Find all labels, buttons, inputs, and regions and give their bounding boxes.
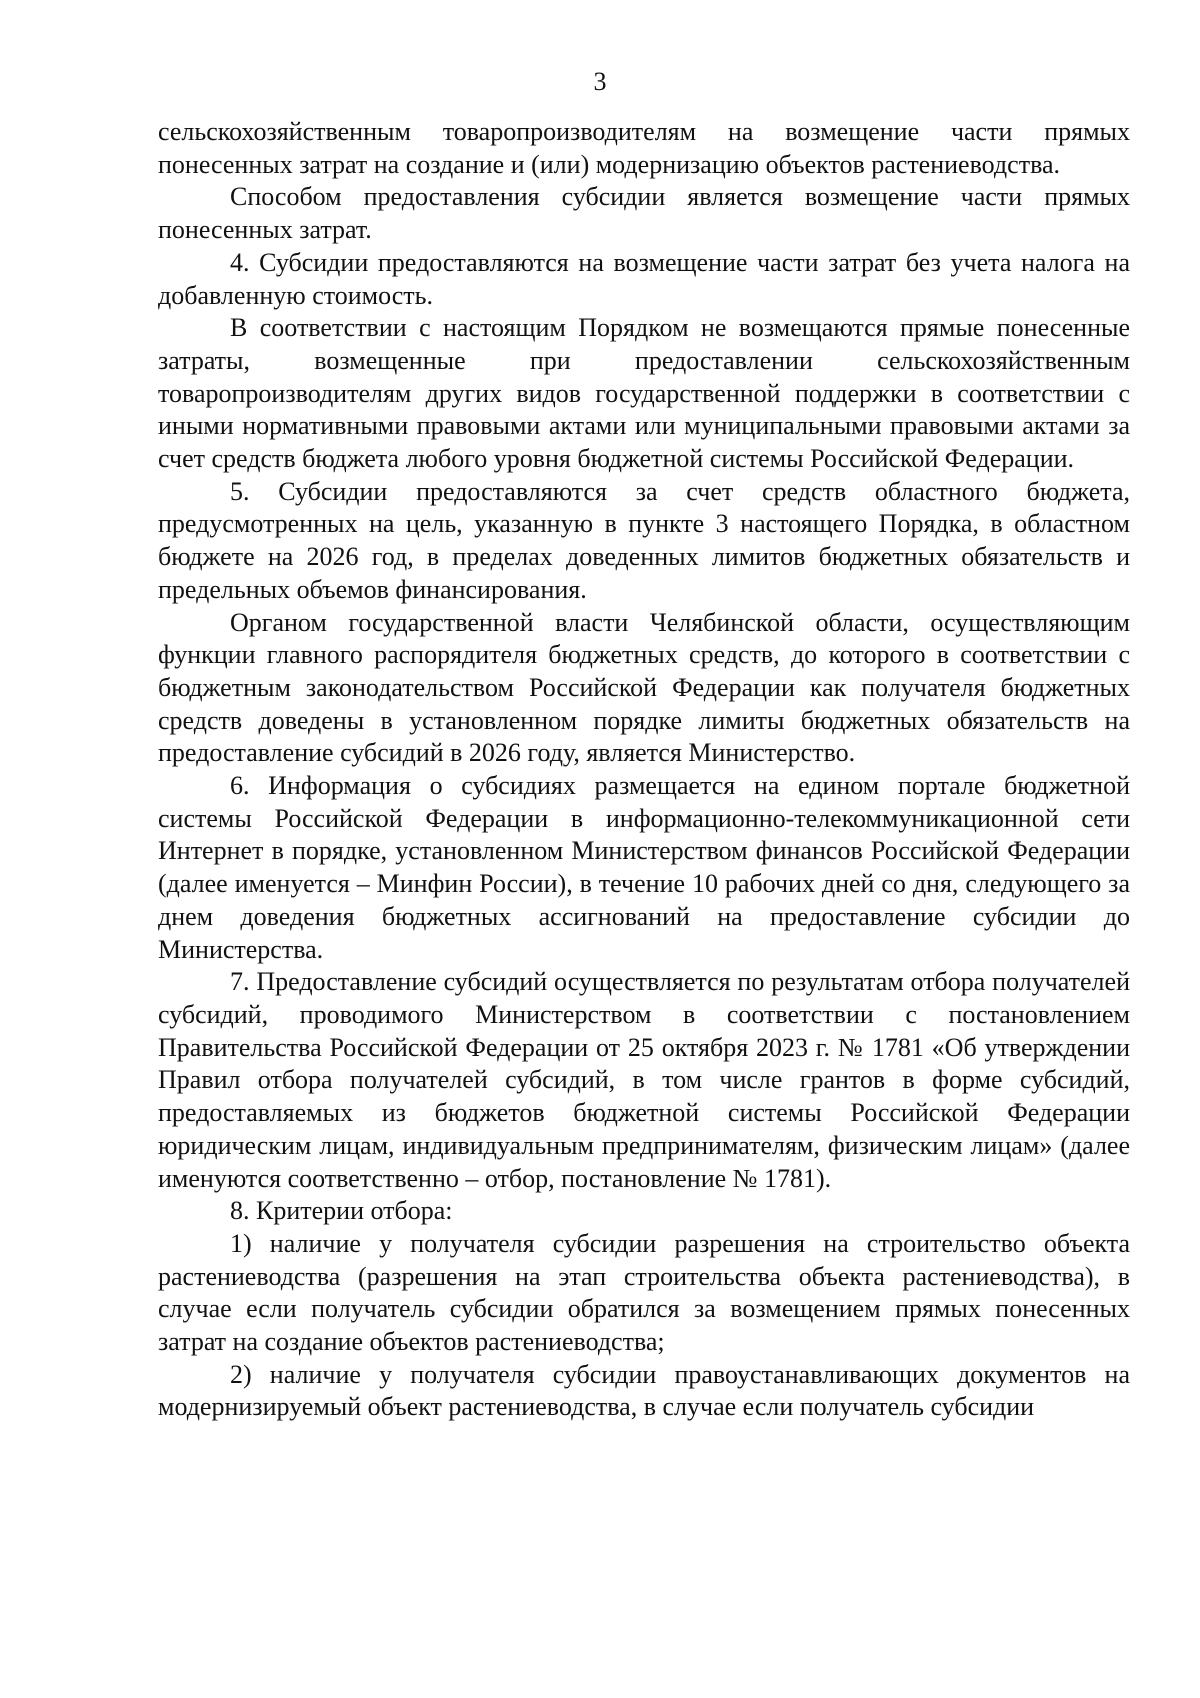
paragraph-continuation: сельскохозяйственным товаропроизводителям на возмещение части прямых понесенных затрат на создание и (или) модернизацию объектов растениеводства. <box>158 117 1130 179</box>
paragraph-criterion-2: 2) наличие у получателя субсидии правоустанавливающих документов на модернизируемый объект растениеводства, в случае если получатель субсидии <box>158 1359 1130 1422</box>
paragraph-item-8: 8. Критерии отбора: <box>230 1196 453 1226</box>
paragraph-item-6: 6. Информация о субсидиях размещается на едином портале бюджетной системы Российской Федерации в информационно-телекоммуникационной сети Интернет в порядке, установленном Министерством финансов Российской Федерации (далее именуется – Минфин России), в течение 10 рабочих дней со дня, следующего за днем доведения бюджетных ассигнований на предоставление субсидии до Министерства. <box>158 771 1130 964</box>
paragraph-authority: Органом государственной власти Челябинской области, осуществляющим функции главного распорядителя бюджетных средств, до которого в соответствии с бюджетным законодательством Российской Федерации как получателя бюджетных средств доведены в установленном порядке лимиты бюджетных обязательств на предоставление субсидий в 2026 году, является Министерство. <box>158 607 1130 768</box>
document-body <box>158 116 1130 1424</box>
paragraph-item-7: 7. Предоставление субсидий осуществляется по результатам отбора получателей субсидий, проводимого Министерством в соответствии с постановлением Правительства Российской Федерации от 25 октября 2023 г. № 1781 «Об утверждении Правил отбора получателей субсидий, в том числе грантов в форме субсидий, предоставляемых из бюджетов бюджетной системы Российской Федерации юридическим лицам, индивидуальным предпринимателям, физическим лицам» (далее именуются соответственно – отбор, постановление № 1781). <box>158 967 1130 1193</box>
paragraph-item-5: 5. Субсидии предоставляются за счет средств областного бюджета, предусмотренных на цель, указанную в пункте 3 настоящего Порядка, в областном бюджете на 2026 год, в пределах доведенных лимитов бюджетных обязательств и предельных объемов финансирования. <box>158 476 1130 604</box>
paragraph-not-reimbursed: В соответствии с настоящим Порядком не возмещаются прямые понесенные затраты, возмещенные при предоставлении сельскохозяйственным товаропроизводителям других видов государственной поддержки в соответствии с иными нормативными правовыми актами или муниципальными правовыми актами за счет средств бюджета любого уровня бюджетной системы Российской Федерации. <box>158 313 1130 474</box>
paragraph-subsidy-method: Способом предоставления субсидии является возмещение части прямых понесенных затрат. <box>158 182 1130 245</box>
page-number: 3 <box>593 67 607 96</box>
paragraph-item-4: 4. Субсидии предоставляются на возмещение части затрат без учета налога на добавленную стоимость. <box>158 247 1130 310</box>
paragraph-criterion-1: 1) наличие у получателя субсидии разрешения на строительство объекта растениеводства (разрешения на этап строительства объекта растениеводства), в случае если получатель субсидии обратился за возмещением прямых понесенных затрат на создание объектов растениеводства; <box>158 1228 1130 1357</box>
